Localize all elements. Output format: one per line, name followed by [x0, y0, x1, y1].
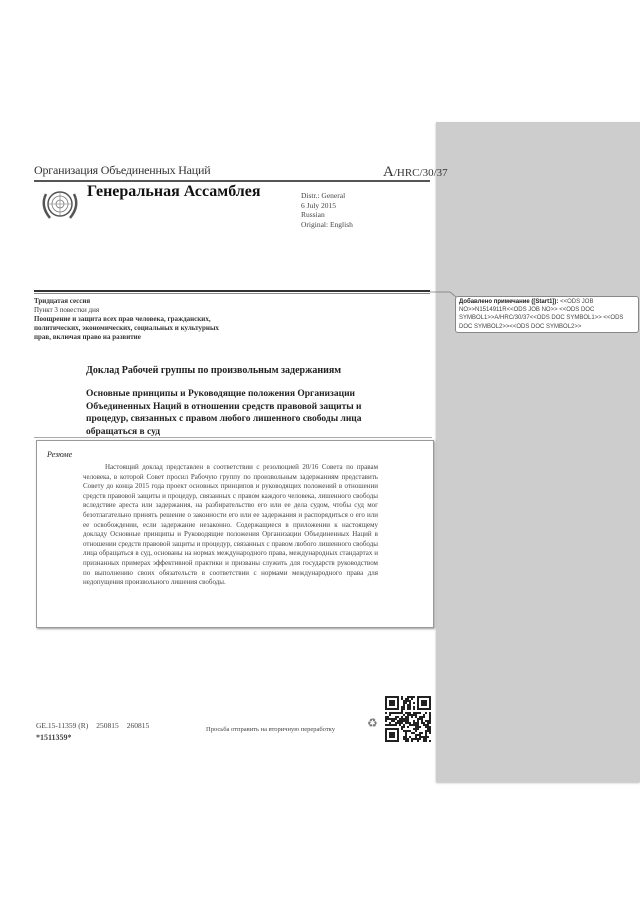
header-rule [34, 180, 430, 182]
divider [34, 290, 430, 292]
comment-connector [430, 291, 456, 299]
session-info [34, 297, 234, 342]
date-line: 6 July 2015 [301, 200, 337, 210]
distribution-line: Distr.: General [301, 191, 346, 200]
divider [34, 437, 432, 438]
original-language-line: Original: English [301, 219, 353, 229]
summary-box [36, 440, 434, 628]
agenda-title: Поощрение и защита всех прав человека, гражданских, политических, экономических, социальных и культурных прав, включая право на развитие [34, 315, 219, 341]
comment-margin-pane [436, 122, 640, 782]
symbol-prefix: A [383, 164, 394, 180]
report-title: Доклад Рабочей группы по произвольным задержаниям [86, 365, 342, 376]
report-subtitle: Основные принципы и Руководящие положения Организации Объединенных Наций в отношении средств правовой защиты и процедур, связанных с правом любого лишенного свободы лица обращаться в суд [86, 389, 362, 437]
body-title: Генеральная Ассамблея [87, 183, 261, 200]
language-line: Russian [301, 210, 325, 219]
divider [34, 293, 430, 294]
summary-heading: Резюме [47, 450, 73, 459]
footer-date-1: 250815 [96, 721, 119, 730]
doc-code: GE.15-11359 (R) [36, 721, 89, 730]
barcode-text: *1511359* [36, 733, 72, 742]
recycle-note: Просьба отправить на вторичную переработку [206, 726, 335, 733]
un-emblem-icon [38, 186, 82, 224]
session-name: Тридцатая сессия [34, 297, 91, 305]
organization-name: Организация Объединенных Наций [34, 163, 211, 177]
agenda-item: Пункт 3 повестки дня [34, 306, 100, 314]
comment-text: <<ODS JOB NO>>N1514911R<<ODS JOB NO>> <<ODS DOC SYMBOL1>>A/HRC/30/37<<ODS DOC SYMBOL1>> <<ODS DOC SYMBOL2>><<ODS DOC SYMBOL2>> [459, 299, 624, 330]
comment-label: Добавлено примечание ([Start1]): [459, 299, 559, 305]
symbol-rest: /HRC/30/37 [393, 167, 448, 179]
recycle-icon: ♻ [367, 716, 378, 730]
distribution-info [301, 191, 353, 229]
document-symbol [383, 164, 448, 181]
comment-balloon[interactable] [455, 296, 639, 333]
summary-text: Настоящий доклад представлен в соответствии с резолюцией 20/16 Совета по правам человека, в которой Совет просил Рабочую группу по произвольным задержаниям представить Совету до конца 2015 года проект основных принципов и руководящих положений в отношении средств правовой защиты и процедур, связанных с правом каждого человека, лишенного свободы вследствие ареста или задержания, на разбирательство его или ее дела судом, чтобы суд мог безотлагательно принять решение о законности его или ее задержания и распорядиться о его или ее освобождении, если задержание незаконно. Содержащиеся в приложении к настоящему докладу Основные принципы и Руководящие положения Организации Объединенных Наций в отношении средств правовой защиты и процедур, связанных с правом любого лишенного свободы лица обращаться в суд, основаны на нормах международного права, международных стандартах и признанных примерах эффективной практики и призваны служить для государств руководством по выполнению своих обязательств в соответствии с нормами международного права для недопущения произвольного лишения свободы. [83, 463, 378, 587]
qr-code-icon [385, 696, 431, 742]
footer-doc-code [36, 721, 157, 730]
footer-date-2: 260815 [126, 721, 150, 730]
